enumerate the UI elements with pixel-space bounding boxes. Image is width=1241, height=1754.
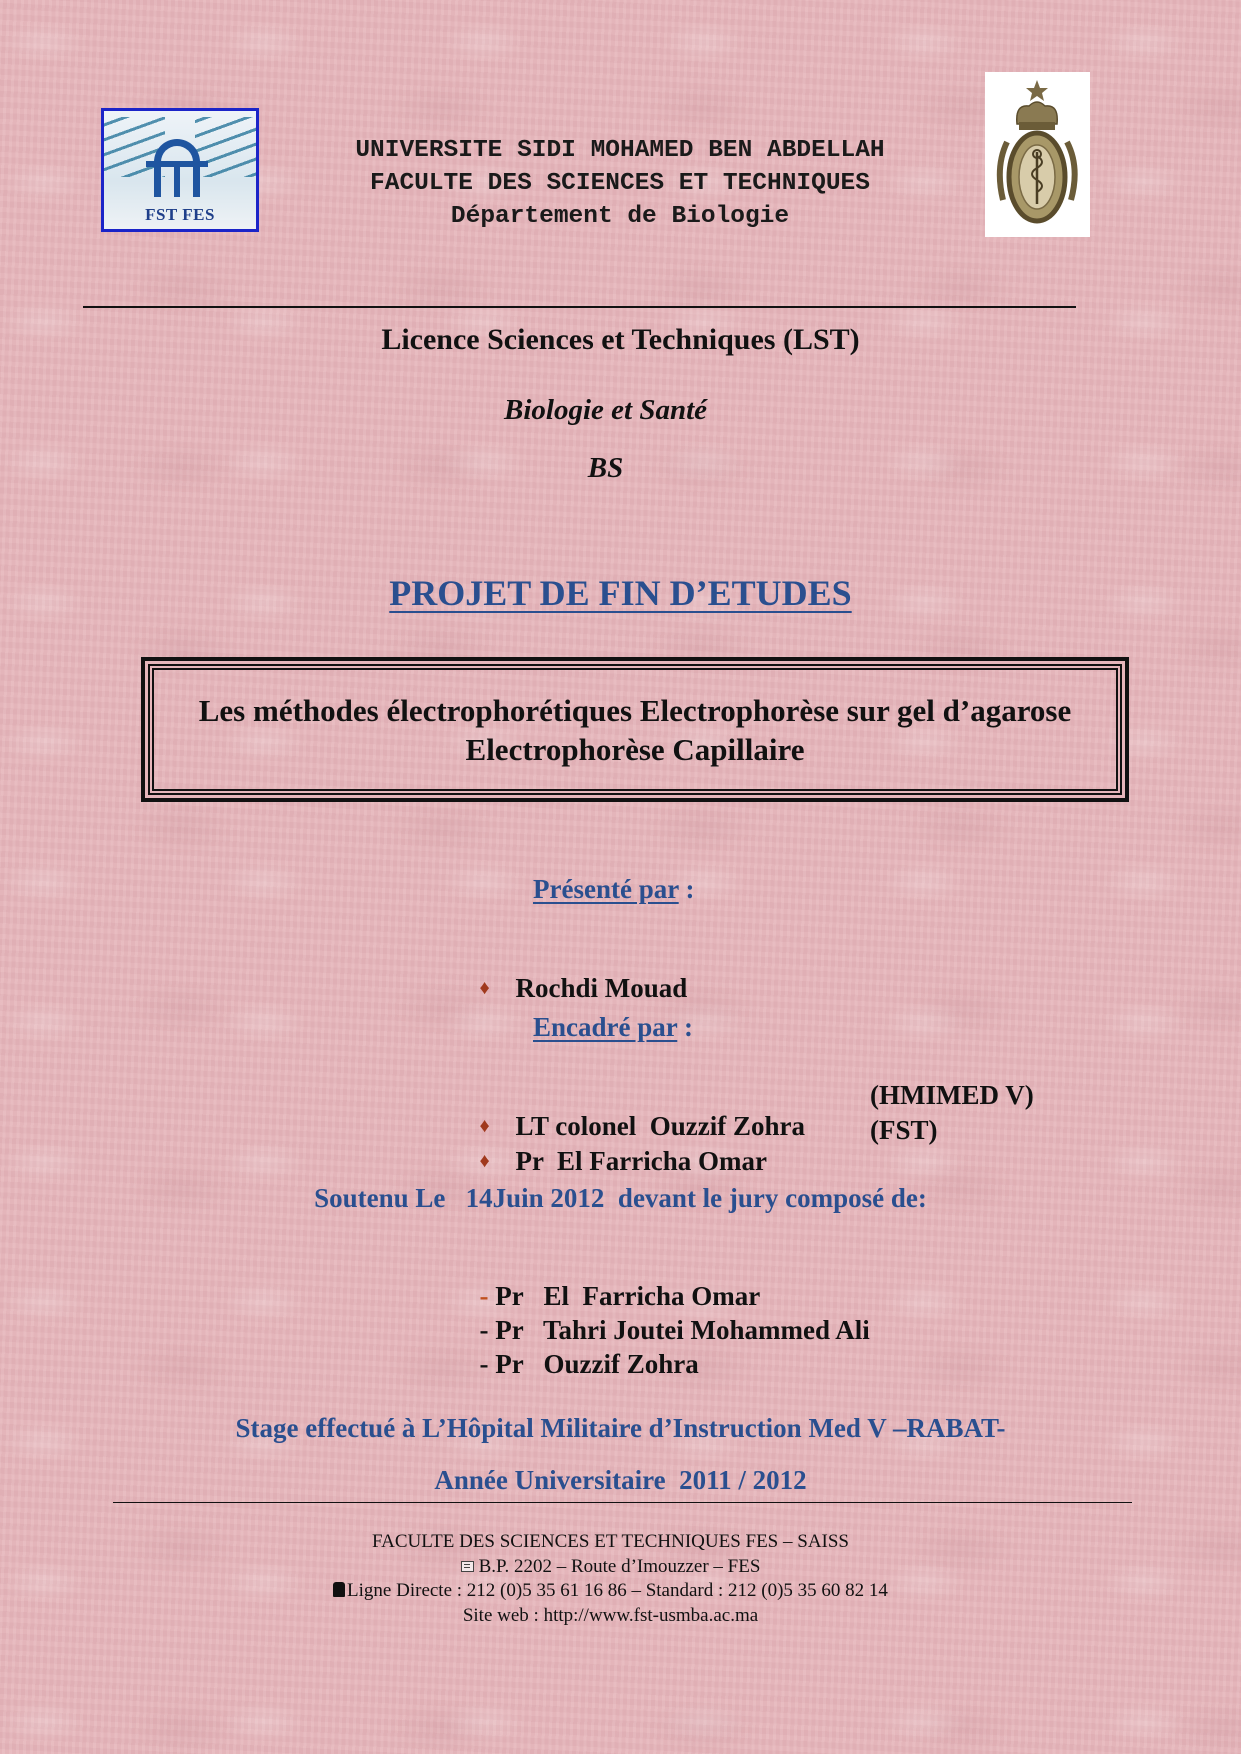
diamond-bullet-icon: ♦ (479, 977, 490, 999)
supervised-by-label (533, 1012, 693, 1043)
emblem-icon (985, 72, 1090, 237)
supervisor-name: LT colonel Ouzzif Zohra (515, 1111, 806, 1141)
university-header (270, 134, 970, 233)
jury-dash: - (479, 1315, 489, 1345)
defense-statement: Soutenu Le 14Juin 2012 devant le jury composé de: (314, 1183, 927, 1213)
supervised-by-colon: : (677, 1012, 694, 1042)
presented-by-text: Présenté par (533, 874, 679, 904)
header-divider (83, 306, 1076, 308)
jury-name: Ouzzif Zohra (543, 1349, 699, 1379)
supervisor-affiliation: (HMIMED V) (870, 1080, 1034, 1110)
military-medical-emblem (985, 72, 1090, 237)
degree-title: Licence Sciences et Techniques (LST) (381, 323, 860, 356)
university-name: UNIVERSITE SIDI MOHAMED BEN ABDELLAH (355, 137, 885, 164)
thesis-title: Les méthodes électrophorétiques Electrophorèse sur gel d’agarose Electrophorèse Capillaire (198, 693, 1072, 767)
supervised-by-text: Encadré par (533, 1012, 678, 1042)
student-name: Rochdi Mouad (515, 973, 688, 1003)
mailbox-icon (461, 1561, 474, 1572)
logo-stem-shape (174, 161, 180, 197)
footer-address-line (0, 1555, 1221, 1580)
jury-name: Tahri Joutei Mohammed Ali (543, 1315, 870, 1345)
jury-name: El Farricha Omar (543, 1281, 761, 1311)
department-name: Département de Biologie (450, 203, 790, 230)
footer-address: B.P. 2202 – Route d’Imouzzer – FES (478, 1555, 761, 1577)
diamond-bullet-icon: ♦ (479, 1115, 490, 1137)
internship-location: Stage effectué à L’Hôpital Militaire d’Instruction Med V –RABAT- (235, 1413, 1006, 1443)
jury-title: Pr (495, 1315, 524, 1345)
logo-label: FST FES (145, 205, 215, 224)
student-item (466, 942, 687, 1004)
jury-title: Pr (495, 1349, 524, 1379)
document-type-heading: PROJET DE FIN D’ETUDES (389, 573, 852, 613)
footer-website: Site web : http://www.fst-usmba.ac.ma (462, 1604, 759, 1626)
footer-institution: FACULTE DES SCIENCES ET TECHNIQUES FES – SAISS (371, 1531, 849, 1552)
jury-title: Pr (495, 1281, 524, 1311)
telephone-icon (333, 1582, 345, 1597)
academic-year: Année Universitaire 2011 / 2012 (434, 1465, 807, 1495)
jury-dash: - (479, 1349, 489, 1379)
specialty-code: BS (587, 452, 624, 484)
footer-contact (0, 1530, 1221, 1628)
jury-member (466, 1318, 699, 1380)
footer-phones: Ligne Directe : 212 (0)5 35 61 16 86 – Standard : 212 (0)5 35 60 82 14 (347, 1580, 888, 1601)
footer-divider (113, 1502, 1132, 1503)
faculty-name: FACULTE DES SCIENCES ET TECHNIQUES (370, 170, 870, 197)
jury-dash: - (479, 1281, 489, 1311)
thesis-title-box (141, 657, 1129, 802)
fst-fes-logo (101, 108, 259, 232)
supervisor-affiliation: (FST) (870, 1115, 938, 1145)
presented-by-colon: : (678, 874, 695, 904)
supervisor-item (466, 1115, 767, 1177)
supervisor-name: Pr El Farricha Omar (515, 1146, 767, 1176)
presented-by-label (533, 874, 694, 905)
diamond-bullet-icon: ♦ (479, 1150, 490, 1172)
specialty-title: Biologie et Santé (504, 394, 707, 426)
footer-phone-line (0, 1579, 1221, 1604)
